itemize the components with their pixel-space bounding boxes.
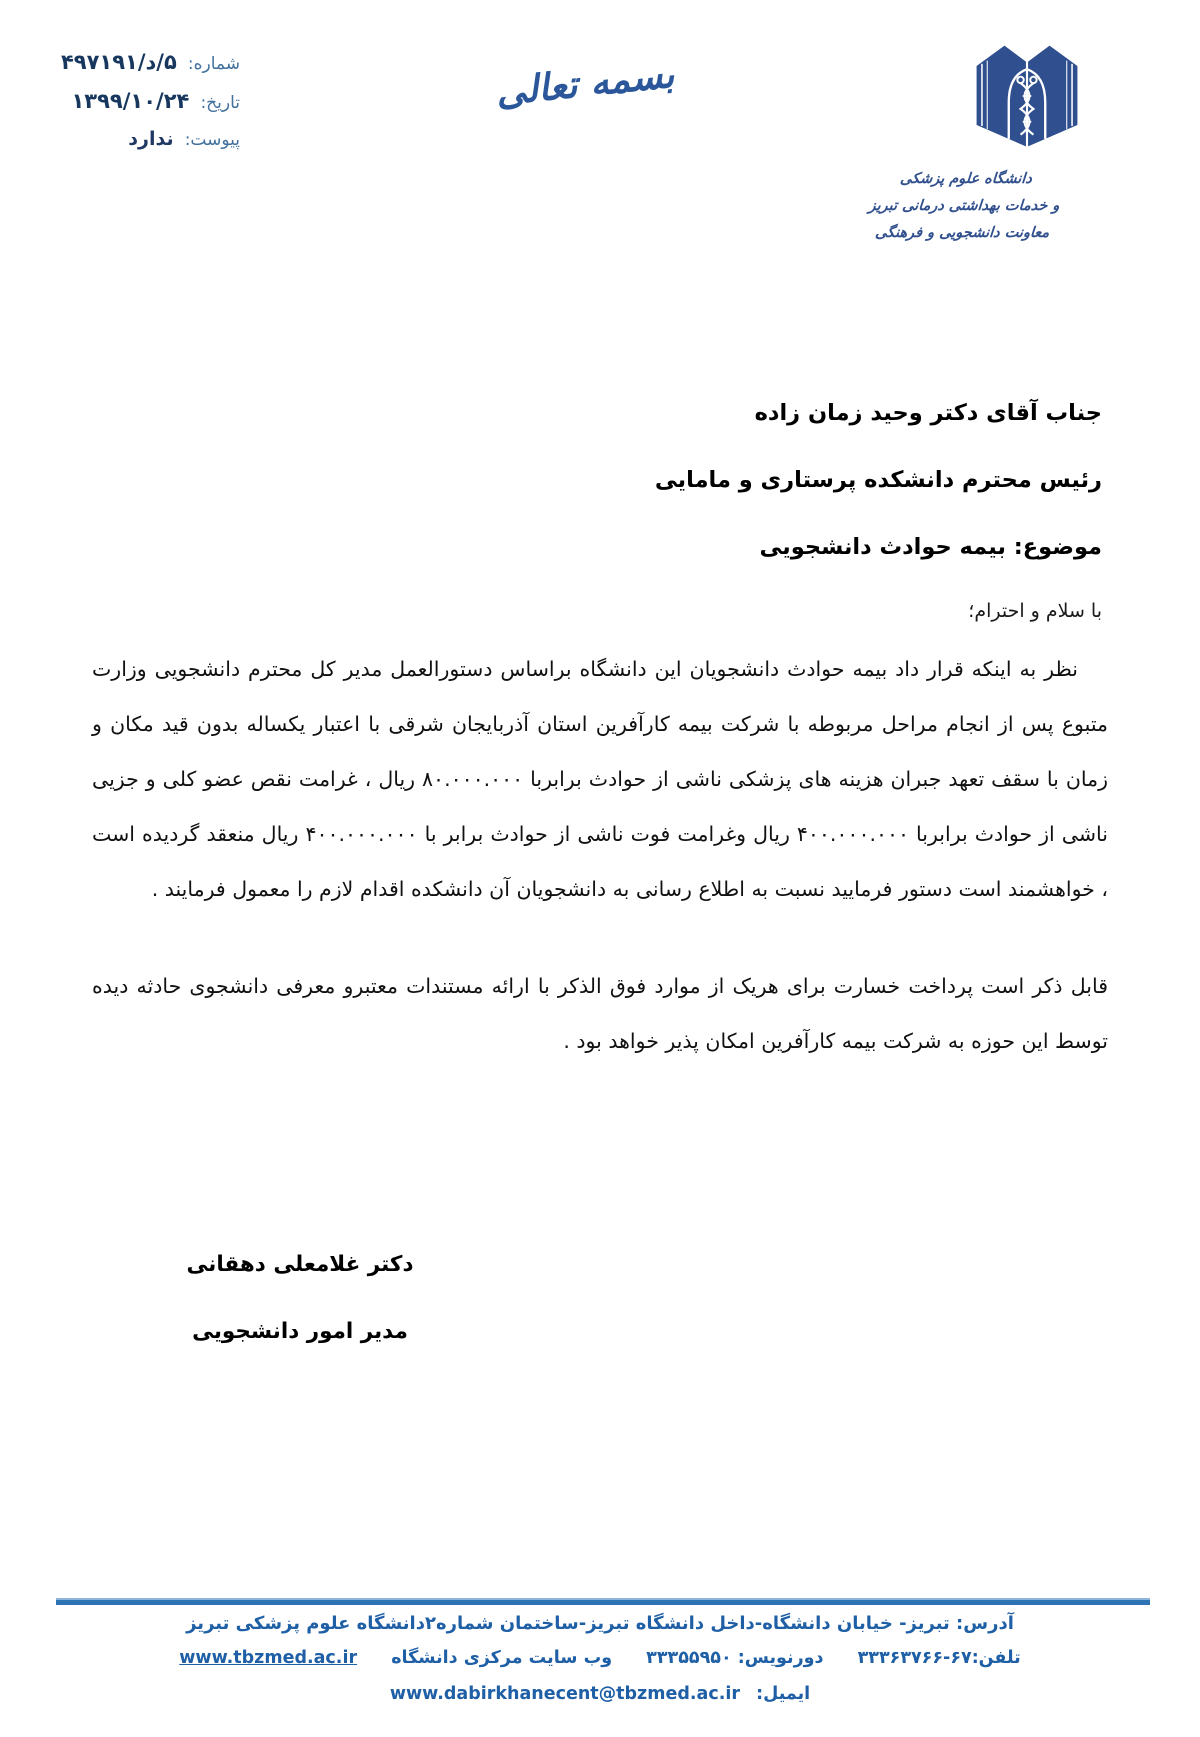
- recipient-name: جناب آقای دکتر وحید زمان زاده: [754, 400, 1102, 426]
- footer-website-link[interactable]: www.tbzmed.ac.ir: [179, 1648, 358, 1668]
- date-value: ۱۳۹۹/۱۰/۲۴: [71, 89, 190, 113]
- logo-caption-line1: دانشگاه علوم پزشکی: [899, 171, 1033, 187]
- letter-subject: موضوع: بیمه حوادث دانشجویی: [759, 534, 1102, 560]
- footer-website-label: وب سایت مرکزی دانشگاه: [391, 1648, 613, 1668]
- meta-number-row: [28, 50, 240, 74]
- besmellah-calligraphy: بسمه تعالی: [493, 52, 677, 115]
- number-label: شماره:: [187, 54, 240, 74]
- footer-contact-line: [0, 1648, 1200, 1668]
- signatory-name: دکتر غلامعلی دهقانی: [186, 1252, 414, 1277]
- greeting-line: با سلام و احترام؛: [968, 600, 1102, 622]
- number-value: ۵/د/۴۹۷۱۹۱: [60, 50, 177, 74]
- date-label: تاریخ:: [200, 93, 240, 113]
- body-paragraph-1: نظر به اینکه قرار داد بیمه حوادث دانشجویان این دانشگاه براساس دستورالعمل مدیر کل محترم دانشجویی وزارت متبوع پس از انجام مراحل مربوطه با شرکت بیمه کارآفرین استان آذربایجان شرقی با اعتبار یکساله بدون قید مکان و زمان با سقف تعهد جبران هزینه های پزشکی ناشی از حوادث برابربا ۸۰.۰۰۰.۰۰۰ ریال ، غرامت نقص عضو کلی و جزیی ناشی از حوادث برابربا ۴۰۰.۰۰۰.۰۰۰ ریال وغرامت فوت ناشی از حوادث برابر با ۴۰۰.۰۰۰.۰۰۰ ریال منعقد گردیده است ، خواهشمند است دستور فرمایید نسبت به اطلاع رسانی به دانشجویان آن دانشکده اقدام لازم را معمول فرمایند .: [92, 657, 1108, 901]
- logo-caption-line2: و خدمات بهداشتی درمانی تبریز: [868, 198, 1060, 214]
- footer-email-line: [0, 1684, 1200, 1704]
- signature-block: [160, 1252, 440, 1344]
- logo-caption: [805, 166, 1123, 247]
- attachment-value: ندارد: [128, 128, 174, 150]
- meta-date-row: [28, 89, 240, 113]
- meta-attachment-row: [28, 128, 240, 150]
- footer-divider: [56, 1598, 1150, 1605]
- footer-fax: دورنویس: ۳۳۳۵۵۹۵۰: [646, 1648, 824, 1668]
- body-paragraph-2: قابل ذکر است پرداخت خسارت برای هریک از موارد فوق الذکر با ارائه مستندات معتبرو معرفی دانشجوی حادثه دیده توسط این حوزه به شرکت بیمه کارآفرین امکان پذیر خواهد بود .: [92, 974, 1108, 1053]
- signatory-title: مدیر امور دانشجویی: [192, 1319, 408, 1344]
- footer-phone: تلفن:۶۷-۳۳۳۶۳۷۶۶: [857, 1648, 1021, 1668]
- footer-address: آدرس: تبریز- خیابان دانشگاه-داخل دانشگاه تبریز-ساختمان شماره۲دانشگاه علوم پزشکی تبریز: [186, 1613, 1014, 1634]
- recipient-block: [655, 380, 1102, 581]
- letter-body: [92, 642, 1108, 1069]
- logo-caption-line3: معاونت دانشجویی و فرهنگی: [874, 225, 1050, 241]
- letter-meta: [28, 50, 240, 165]
- footer-email-label: ایمیل:: [756, 1684, 811, 1704]
- attachment-label: پیوست:: [184, 130, 240, 150]
- footer-email-link[interactable]: www.dabirkhanecent@tbzmed.ac.ir: [389, 1684, 740, 1704]
- university-logo-icon: [968, 40, 1086, 152]
- recipient-title: رئیس محترم دانشکده پرستاری و مامایی: [654, 467, 1102, 493]
